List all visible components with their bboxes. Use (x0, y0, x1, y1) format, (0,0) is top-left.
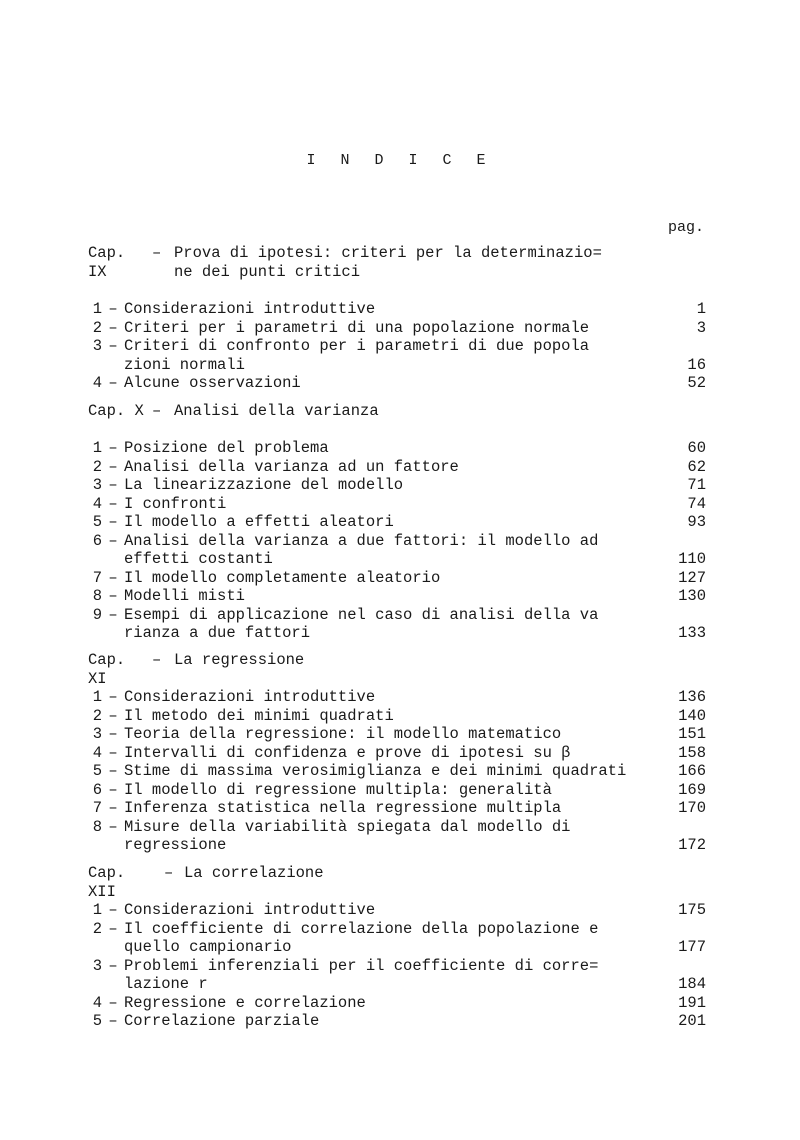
entry-number: 4 (92, 993, 102, 1012)
entry-list (88, 300, 718, 393)
entry-number: 3 (92, 956, 102, 975)
entry-page-number: 170 (678, 799, 706, 817)
toc-entry-line (88, 569, 718, 588)
toc-entry-line (88, 818, 718, 837)
entry-title-continuation: lazione r (124, 975, 208, 993)
entry-title: Modelli misti (124, 587, 245, 605)
entry-page-number: 172 (678, 836, 706, 854)
entry-page-number: 16 (687, 355, 706, 374)
entry-dash: – (108, 568, 118, 587)
entry-page-number: 158 (678, 743, 706, 762)
toc-entry (88, 513, 718, 532)
toc-entry (88, 725, 718, 744)
entry-list (88, 901, 718, 1031)
chapter-title (174, 651, 304, 670)
toc-entry (88, 476, 718, 495)
entry-dash: – (108, 817, 118, 836)
entry-title: Esempi di applicazione nel caso di analisi della va (124, 605, 599, 624)
entry-dash: – (108, 725, 118, 743)
entry-title: Considerazioni introduttive (124, 300, 376, 318)
toc-entry (88, 587, 718, 606)
toc-entry (88, 957, 718, 994)
toc-entry (88, 495, 718, 514)
entry-page-number: 140 (678, 706, 706, 725)
entry-title: Criteri di confronto per i parametri di due popola (124, 337, 590, 355)
entry-title-continuation: effetti costanti (124, 550, 273, 568)
chapter-section (88, 864, 718, 1031)
toc-entry (88, 762, 718, 781)
entry-number: 2 (92, 706, 102, 725)
entry-dash: – (108, 762, 118, 780)
entry-number: 4 (92, 374, 102, 392)
entry-page-number: 71 (687, 476, 706, 494)
chapter-title-line: La correlazione (184, 864, 324, 882)
chapter-title (174, 402, 379, 421)
entry-dash: – (108, 780, 118, 799)
entry-page-number: 191 (678, 993, 706, 1012)
entry-dash: – (108, 993, 118, 1012)
entry-title: Criteri per i parametri di una popolazione normale (124, 318, 590, 337)
chapter-title-line: Prova di ipotesi: criteri per la determinazio= (174, 244, 602, 262)
entry-title: I confronti (124, 494, 227, 513)
entry-page-number: 1 (696, 300, 706, 318)
entry-title-continuation: zioni normali (124, 355, 245, 374)
entry-dash: – (108, 513, 118, 531)
entry-number: 2 (92, 919, 102, 938)
entry-title: Teoria della regressione: il modello matematico (124, 725, 562, 743)
chapter-label: Cap. XII (88, 864, 126, 901)
entry-dash: – (108, 494, 118, 513)
entry-page-number: 74 (687, 494, 706, 513)
toc-entry (88, 688, 718, 707)
entry-title: Il metodo dei minimi quadrati (124, 706, 394, 725)
toc-entry (88, 319, 718, 338)
entry-title: Considerazioni introduttive (124, 688, 376, 706)
toc-entry-line (88, 374, 718, 393)
toc-entry-line (88, 587, 718, 606)
index-title: I N D I C E (306, 152, 494, 169)
toc-entry-line (88, 920, 718, 939)
entry-number: 8 (92, 587, 102, 605)
entry-dash: – (108, 439, 118, 457)
chapter-label: Cap. X (88, 402, 144, 420)
page-column-label: pag. (668, 219, 705, 236)
toc-entry (88, 744, 718, 763)
entry-title: Inferenza statistica nella regressione multipla (124, 799, 562, 817)
entry-title: Problemi inferenziali per il coefficiente di corre= (124, 956, 599, 975)
entry-title: Misure della variabilità spiegata dal modello di (124, 817, 571, 836)
entry-number: 1 (92, 439, 102, 457)
entry-dash: – (108, 337, 118, 355)
entry-title: Considerazioni introduttive (124, 901, 376, 919)
chapter-title-line: Analisi della varianza (174, 402, 379, 420)
entry-dash: – (108, 531, 118, 550)
toc-entry (88, 799, 718, 818)
entry-number: 2 (92, 318, 102, 337)
entry-number: 1 (92, 901, 102, 919)
entry-dash: – (108, 956, 118, 975)
entry-page-number: 133 (678, 624, 706, 642)
entry-title-continuation: regressione (124, 836, 227, 854)
entry-page-number: 60 (687, 439, 706, 457)
toc-entry (88, 300, 718, 319)
toc-entry (88, 374, 718, 393)
chapter-heading (88, 864, 718, 901)
entry-page-number: 130 (678, 587, 706, 605)
toc-entry (88, 439, 718, 458)
entry-number: 7 (92, 799, 102, 817)
entry-number: 3 (92, 476, 102, 494)
entry-number: 1 (92, 300, 102, 318)
entry-number: 1 (92, 688, 102, 706)
toc-entry-line (88, 300, 718, 319)
toc-entry-line (88, 707, 718, 726)
toc-entry-line (88, 781, 718, 800)
toc-entry-line (88, 495, 718, 514)
entry-dash: – (108, 587, 118, 605)
entry-page-number: 127 (678, 568, 706, 587)
entry-title-continuation: rianza a due fattori (124, 624, 311, 642)
toc-entry-line (88, 744, 718, 763)
chapter-heading (88, 244, 718, 282)
entry-dash: – (108, 706, 118, 725)
entry-title: Alcune osservazioni (124, 374, 301, 392)
entry-number: 3 (92, 337, 102, 355)
entry-number: 7 (92, 568, 102, 587)
entry-dash: – (108, 1012, 118, 1030)
toc-entry-line (88, 606, 718, 625)
entry-list (88, 688, 718, 855)
toc-entry-line (88, 957, 718, 976)
entry-number: 3 (92, 725, 102, 743)
entry-number: 5 (92, 513, 102, 531)
entry-dash: – (108, 374, 118, 392)
entry-dash: – (108, 743, 118, 762)
toc-entry-line (88, 688, 718, 707)
entry-page-number: 52 (687, 374, 706, 392)
chapter-section (88, 402, 718, 643)
entry-page-number: 169 (678, 780, 706, 799)
entry-page-number: 136 (678, 688, 706, 706)
chapter-dash: – (152, 402, 162, 420)
toc-entry-line (88, 476, 718, 495)
entry-title: Correlazione parziale (124, 1012, 320, 1030)
toc-entry-line (88, 901, 718, 920)
entry-number: 9 (92, 605, 102, 624)
entry-title: Analisi della varianza a due fattori: il modello ad (124, 531, 599, 550)
entry-page-number: 62 (687, 457, 706, 476)
toc-entry-line (88, 337, 718, 356)
chapter-title (174, 244, 602, 282)
chapter-section (88, 244, 718, 393)
entry-dash: – (108, 457, 118, 476)
entry-dash: – (108, 300, 118, 318)
toc-entry-line (88, 725, 718, 744)
toc-entry (88, 920, 718, 957)
entry-dash: – (108, 919, 118, 938)
entry-number: 6 (92, 780, 102, 799)
entry-dash: – (108, 901, 118, 919)
entry-title: Il coefficiente di correlazione della popolazione e (124, 919, 599, 938)
entry-title: Il modello di regressione multipla: generalità (124, 780, 552, 799)
entry-list (88, 439, 718, 643)
toc-entry-line (88, 994, 718, 1013)
toc-entry (88, 1012, 718, 1031)
entry-number: 4 (92, 743, 102, 762)
toc-entry-line (88, 532, 718, 551)
toc-entry (88, 337, 718, 374)
toc-entry-line (88, 762, 718, 781)
entry-page-number: 93 (687, 513, 706, 531)
entry-title: Il modello a effetti aleatori (124, 513, 394, 531)
entry-page-number: 166 (678, 762, 706, 780)
toc-entry (88, 532, 718, 569)
toc-entry (88, 901, 718, 920)
entry-number: 2 (92, 457, 102, 476)
chapter-dash: – (152, 244, 162, 262)
toc-entry-line (88, 458, 718, 477)
entry-page-number: 110 (678, 550, 706, 568)
toc-entry (88, 569, 718, 588)
chapter-label: Cap. XI (88, 651, 126, 688)
chapter-dash: – (152, 651, 162, 669)
chapter-section (88, 651, 718, 855)
chapter-title-line: La regressione (174, 651, 305, 669)
toc-entry (88, 994, 718, 1013)
entry-number: 5 (92, 1012, 102, 1030)
chapter-dash: – (164, 864, 174, 882)
entry-dash: – (108, 799, 118, 817)
chapter-heading (88, 651, 718, 688)
entry-number: 8 (92, 817, 102, 836)
toc-entry-line (88, 513, 718, 532)
entry-page-number: 201 (678, 1012, 706, 1030)
entry-page-number: 3 (696, 318, 706, 337)
chapter-title-line: ne dei punti critici (174, 263, 361, 281)
toc-entry-line (88, 1012, 718, 1031)
entry-title: Regressione e correlazione (124, 993, 366, 1012)
entry-number: 6 (92, 531, 102, 550)
chapter-heading (88, 402, 718, 421)
entry-title: Analisi della varianza ad un fattore (124, 457, 459, 476)
entry-page-number: 177 (678, 938, 706, 956)
entry-dash: – (108, 605, 118, 624)
chapter-title (184, 864, 324, 883)
entry-dash: – (108, 688, 118, 706)
entry-page-number: 175 (678, 901, 706, 919)
toc-entry-line (88, 439, 718, 458)
entry-dash: – (108, 318, 118, 337)
toc-entry (88, 781, 718, 800)
entry-number: 4 (92, 494, 102, 513)
toc-entry (88, 707, 718, 726)
entry-title: Stime di massima verosimiglianza e dei minimi quadrati (124, 762, 627, 780)
entry-title: Il modello completamente aleatorio (124, 568, 441, 587)
toc-entry (88, 818, 718, 855)
entry-page-number: 151 (678, 725, 706, 743)
entry-title: La linearizzazione del modello (124, 476, 404, 494)
toc-entry-line (88, 799, 718, 818)
entry-number: 5 (92, 762, 102, 780)
entry-title-continuation: quello campionario (124, 938, 292, 956)
toc-entry-line (88, 319, 718, 338)
entry-dash: – (108, 476, 118, 494)
entry-page-number: 184 (678, 975, 706, 993)
toc-entry (88, 606, 718, 643)
toc-entry (88, 458, 718, 477)
entry-title: Intervalli di confidenza e prove di ipotesi su β (124, 743, 571, 762)
chapter-label: Cap. IX (88, 244, 126, 281)
entry-title: Posizione del problema (124, 439, 329, 457)
